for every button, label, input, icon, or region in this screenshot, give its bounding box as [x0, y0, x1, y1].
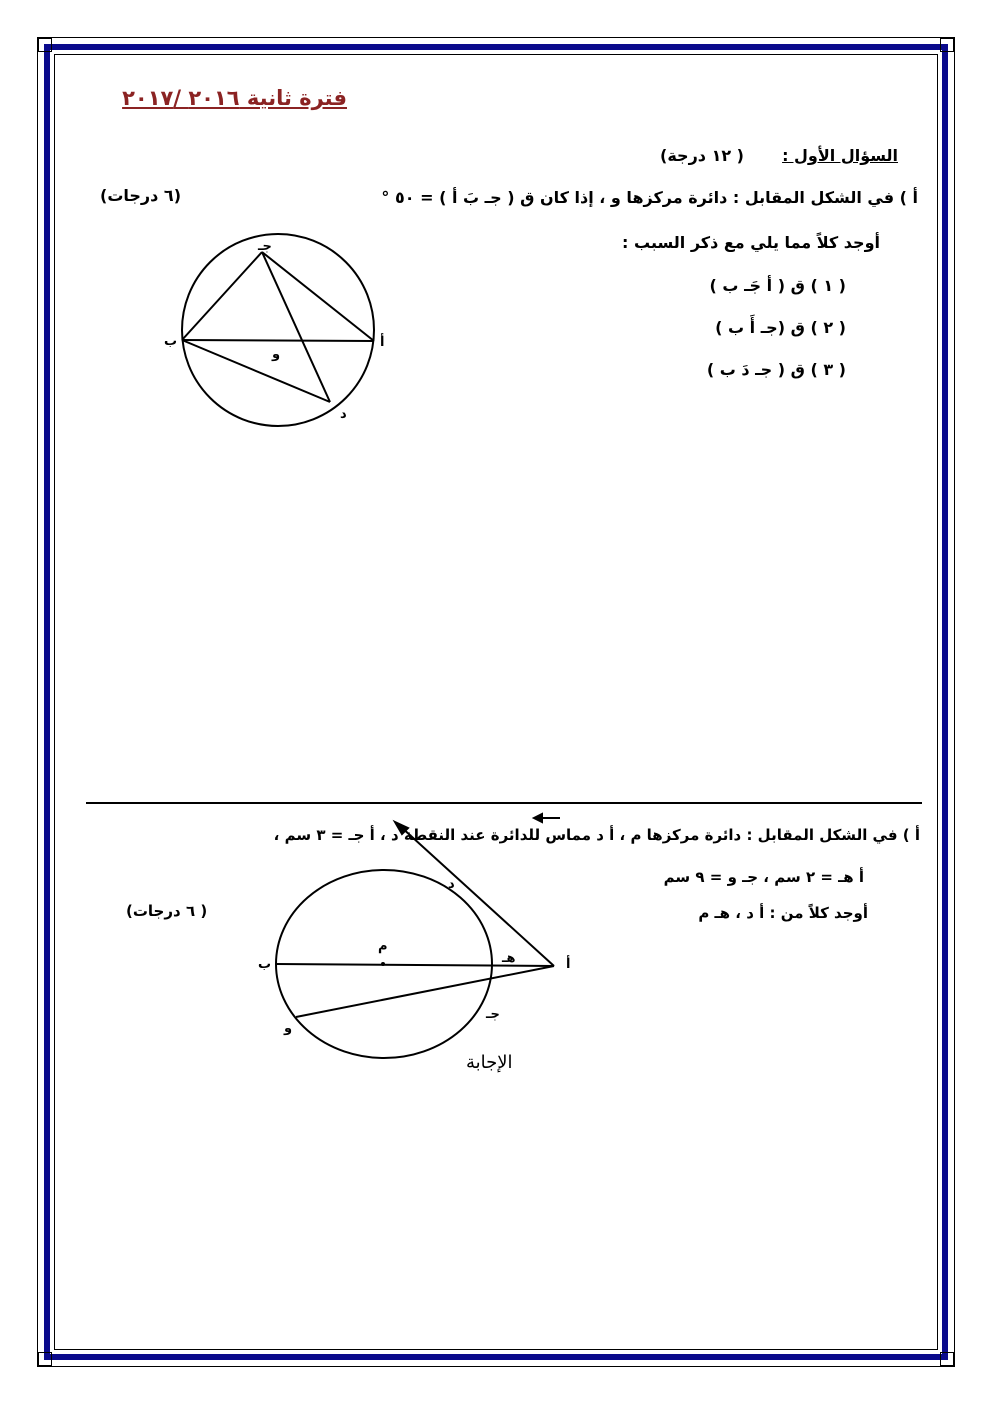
- fig1-label-d: د: [340, 407, 347, 422]
- section-divider: [86, 802, 922, 804]
- fig1-label-a: أ: [380, 335, 385, 350]
- part-b-statement: أ ) في الشكل المقابل : دائرة مركزها م ، أ د مماس للدائرة عند النقطة د ، أ جـ = ٣ سم ،: [273, 826, 920, 844]
- page-title: فترة ثانية ٢٠١٦ /٢٠١٧: [122, 86, 347, 110]
- figure-1-circle: [182, 234, 374, 426]
- fig2-label-m: م: [378, 939, 388, 954]
- fig2-label-w: و: [284, 1021, 293, 1036]
- q1-item-2: ( ٢ ) ق (جـ أَ ب ): [715, 318, 846, 337]
- q1-instruction: أوجد كلاً مما يلي مع ذكر السبب :: [622, 233, 880, 252]
- fig2-label-c: جـ: [486, 1007, 500, 1022]
- figure-2-circle: [276, 814, 560, 1058]
- fig2-label-d: د: [448, 877, 455, 892]
- part-b-instruction: أوجد كلاً من : أ د ، هـ م: [698, 904, 868, 922]
- q1-item-1: ( ١ ) ق ( أ جَـ ب ): [709, 276, 846, 295]
- fig2-label-b: ب: [258, 957, 272, 972]
- fig1-label-b: ب: [164, 334, 178, 349]
- q1-part-marks: (٦ درجات): [100, 186, 181, 205]
- fig1-label-c: جـ: [258, 239, 272, 254]
- question-heading: السؤال الأول :: [782, 146, 898, 165]
- answer-label: الإجابة: [466, 1052, 513, 1073]
- part-b-line2: أ هـ = ٢ سم ، جـ و = ٩ سم: [663, 868, 864, 886]
- part-b-marks: ( ٦ درجات): [126, 902, 208, 920]
- fig2-label-h: هـ: [502, 951, 516, 966]
- question-marks: ( ١٢ درجة): [660, 146, 744, 165]
- q1-item-3: ( ٣ ) ق ( جـ دَ ب ): [706, 360, 846, 379]
- fig1-label-o: و: [272, 347, 281, 362]
- fig2-label-a: أ: [566, 957, 571, 972]
- q1-statement: أ ) في الشكل المقابل : دائرة مركزها و ، إذا كان ق ( جـ بَ أ ) = ٥٠ °: [381, 188, 918, 207]
